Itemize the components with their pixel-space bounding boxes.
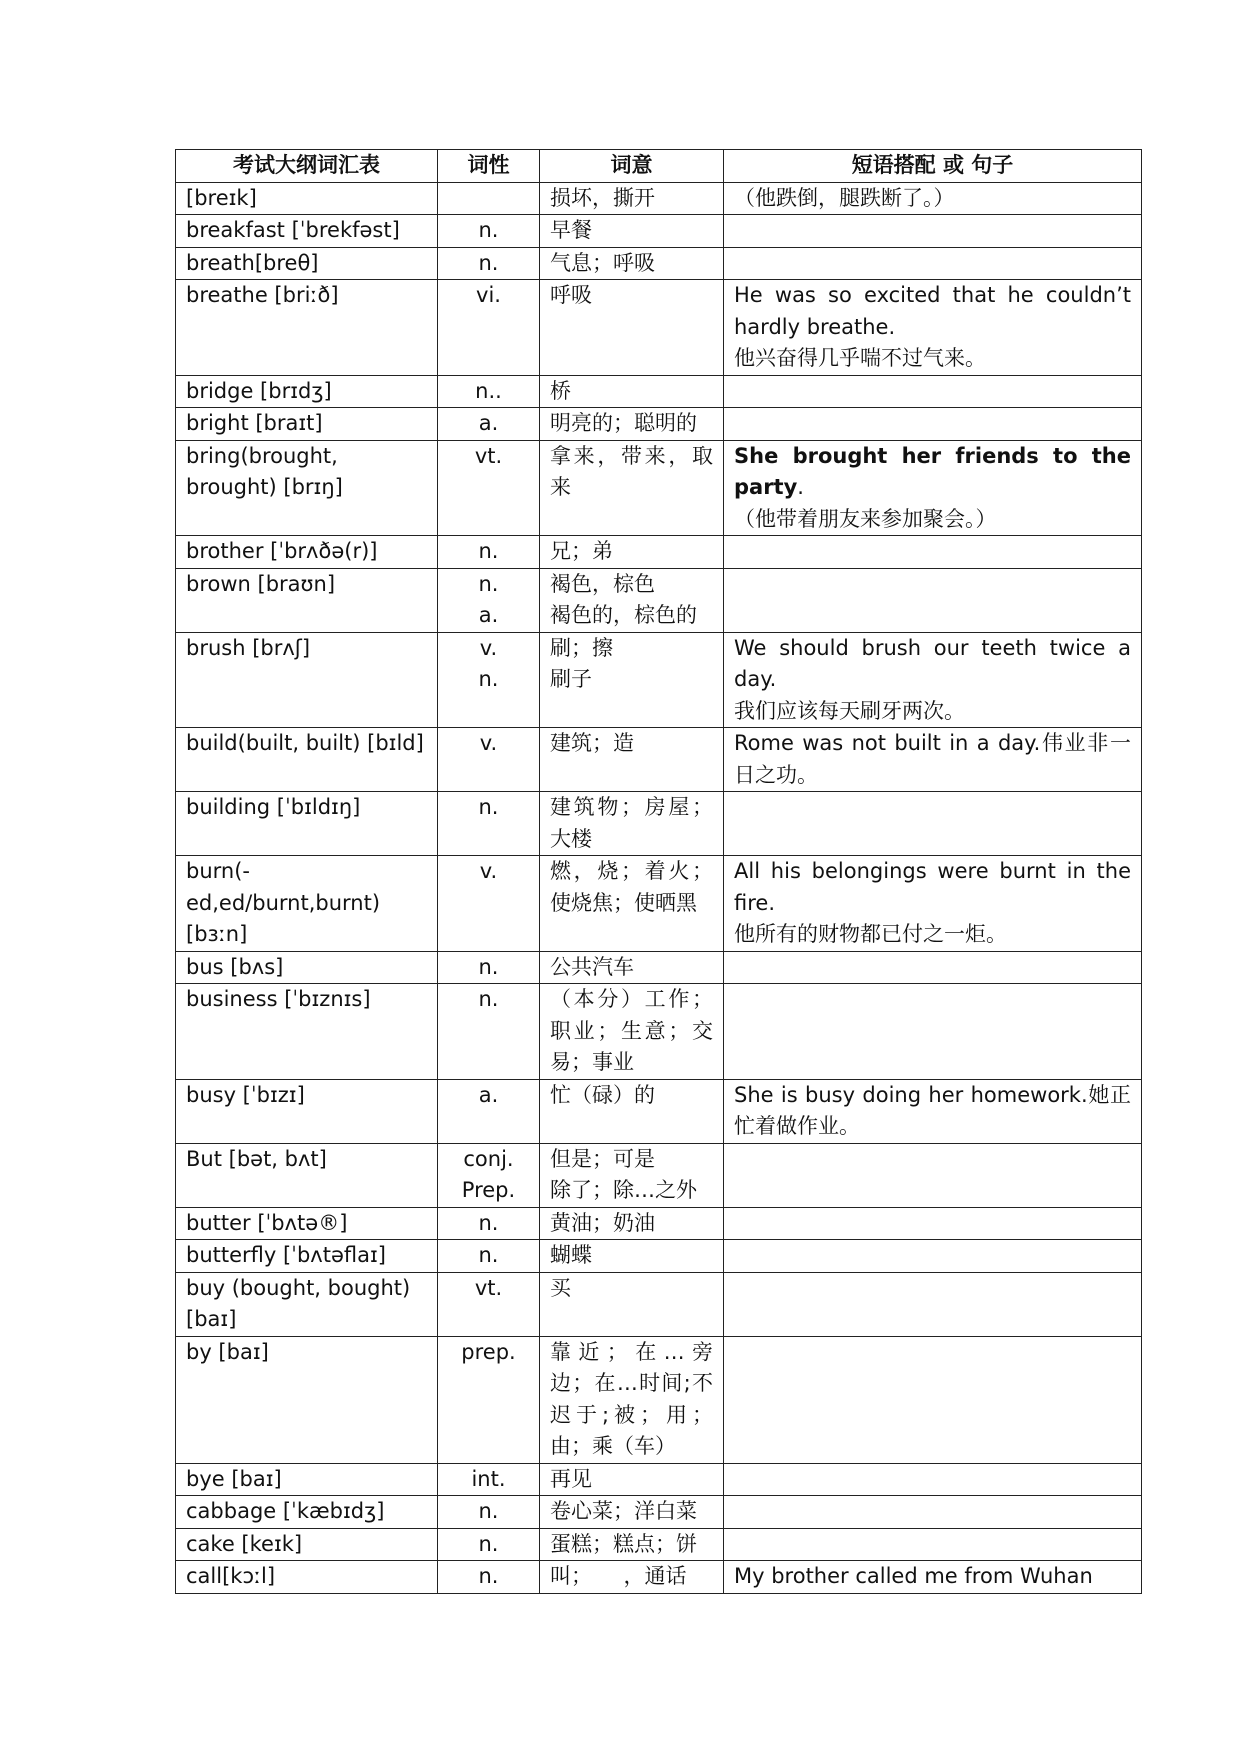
example-cell [724, 951, 1142, 984]
word-cell: bridge [brɪdʒ] [176, 375, 438, 408]
word-cell: bye [baɪ] [176, 1463, 438, 1496]
part-of-speech-cell [438, 792, 540, 856]
meaning-text: 气息；呼吸 [550, 250, 655, 275]
example-cell [724, 1496, 1142, 1529]
meaning-text: 建筑；造 [550, 731, 634, 755]
table-row [176, 182, 1142, 215]
part-of-speech: n. [478, 571, 499, 596]
part-of-speech-cell [438, 247, 540, 280]
word-cell: cabbage [ˈkæbɪdʒ] [176, 1496, 438, 1529]
table-row [176, 408, 1142, 441]
example-cell [724, 984, 1142, 1080]
example-text: He was so excited that he couldn’t hardly breathe. [734, 283, 1131, 339]
meaning-cell [540, 1496, 724, 1529]
meaning-text: 建筑物；房屋；大楼 [550, 795, 713, 851]
meaning-text: 叫； ，通话 [550, 1564, 687, 1588]
meaning-cell [540, 1336, 724, 1463]
word-cell: business [ˈbɪznɪs] [176, 984, 438, 1080]
meaning-cell [540, 536, 724, 569]
part-of-speech: n. [478, 1531, 499, 1556]
word-cell: busy [ˈbɪzɪ] [176, 1079, 438, 1143]
table-row [176, 1143, 1142, 1207]
meaning-text: 刷；擦 [550, 635, 613, 660]
meaning-text: 损坏，撕开 [550, 185, 655, 210]
word-cell: bus [bʌs] [176, 951, 438, 984]
meaning-text: 呼吸 [550, 283, 592, 307]
table-row [176, 1240, 1142, 1273]
table-row [176, 984, 1142, 1080]
word-cell: But [bət, bʌt] [176, 1143, 438, 1207]
word-cell: breathe [briːð] [176, 280, 438, 376]
part-of-speech-cell [438, 280, 540, 376]
part-of-speech: n. [478, 667, 499, 691]
meaning-text: 早餐 [550, 218, 592, 242]
part-of-speech-cell [438, 984, 540, 1080]
part-of-speech-cell [438, 1272, 540, 1336]
meaning-text: （本分）工作；职业；生意；交易；事业 [550, 987, 713, 1074]
meaning-text: 但是；可是 [550, 1146, 655, 1171]
table-header-row [176, 150, 1142, 183]
meaning-text: 除了；除…之外 [550, 1178, 697, 1202]
table-row [176, 440, 1142, 536]
part-of-speech: n. [478, 1499, 499, 1523]
meaning-cell [540, 280, 724, 376]
word-cell: bright [braɪt] [176, 408, 438, 441]
word-cell: brown [braʊn] [176, 568, 438, 632]
meaning-cell [540, 1463, 724, 1496]
example-text: 他兴奋得几乎喘不过气来。 [734, 346, 986, 370]
word-cell: [breɪk] [176, 182, 438, 215]
table-row [176, 215, 1142, 248]
meaning-cell [540, 182, 724, 215]
part-of-speech: n. [478, 1243, 499, 1267]
word-cell: breakfast [ˈbrekfəst] [176, 215, 438, 248]
example-text: She is busy doing her homework.她正忙着做作业。 [734, 1082, 1131, 1138]
meaning-cell [540, 408, 724, 441]
meaning-text: 靠近；在…旁边；在…时间;不迟于;被；用；由；乘（车） [550, 1339, 713, 1458]
table-row [176, 1272, 1142, 1336]
table-row [176, 568, 1142, 632]
part-of-speech-cell [438, 536, 540, 569]
header-meaning: 词意 [540, 150, 724, 183]
meaning-text: 明亮的；聪明的 [550, 411, 697, 435]
table-row [176, 1561, 1142, 1594]
part-of-speech: n. [478, 218, 499, 242]
meaning-cell [540, 951, 724, 984]
table-row [176, 1528, 1142, 1561]
part-of-speech: a. [478, 603, 499, 627]
part-of-speech-cell [438, 1079, 540, 1143]
part-of-speech-cell [438, 1528, 540, 1561]
part-of-speech: n. [478, 954, 499, 979]
part-of-speech-cell [438, 1561, 540, 1594]
header-word: 考试大纲词汇表 [176, 150, 438, 183]
word-cell: brother [ˈbrʌðə(r)] [176, 536, 438, 569]
word-cell: butter [ˈbʌtə®] [176, 1207, 438, 1240]
meaning-text: 再见 [550, 1466, 592, 1491]
example-text: （他带着朋友来参加聚会。） [734, 506, 997, 531]
part-of-speech: prep. [461, 1339, 516, 1364]
word-cell: cake [keɪk] [176, 1528, 438, 1561]
part-of-speech: n. [478, 987, 499, 1011]
meaning-text: 忙（碌）的 [550, 1082, 655, 1107]
example-cell [724, 280, 1142, 376]
word-cell: by [baɪ] [176, 1336, 438, 1463]
meaning-text: 黄油；奶油 [550, 1210, 655, 1235]
example-cell [724, 568, 1142, 632]
word-cell: burn(-ed,ed/burnt,burnt) [bɜːn] [176, 856, 438, 952]
part-of-speech: n. [478, 1564, 499, 1588]
part-of-speech: n. [478, 795, 499, 819]
meaning-text: 褐色，棕色 [550, 571, 655, 596]
example-cell [724, 536, 1142, 569]
part-of-speech-cell [438, 568, 540, 632]
part-of-speech: int. [471, 1466, 506, 1491]
table-row [176, 247, 1142, 280]
table-row [176, 1336, 1142, 1463]
part-of-speech-cell [438, 632, 540, 728]
meaning-text: 桥 [550, 378, 571, 403]
meaning-cell [540, 856, 724, 952]
example-text: We should brush our teeth twice a day. [734, 635, 1131, 691]
meaning-text: 蝴蝶 [550, 1243, 592, 1267]
word-cell: build(built, built) [bɪld] [176, 728, 438, 792]
example-cell [724, 375, 1142, 408]
example-text: （他跌倒，腿跌断了。） [734, 185, 955, 210]
meaning-text: 燃，烧；着火；使烧焦；使晒黑 [550, 859, 713, 915]
word-cell: buy (bought, bought) [baɪ] [176, 1272, 438, 1336]
meaning-cell [540, 568, 724, 632]
table-row [176, 856, 1142, 952]
part-of-speech: n. [478, 250, 499, 275]
part-of-speech: v. [479, 635, 498, 660]
meaning-text: 刷子 [550, 667, 592, 691]
example-cell [724, 1528, 1142, 1561]
example-cell [724, 1561, 1142, 1594]
example-cell [724, 728, 1142, 792]
vocabulary-table [175, 149, 1142, 1594]
meaning-text: 公共汽车 [550, 954, 634, 979]
example-text: My brother called me from Wuhan [734, 1564, 1093, 1588]
table-row [176, 280, 1142, 376]
meaning-cell [540, 1079, 724, 1143]
meaning-cell [540, 632, 724, 728]
header-phrase-or-sentence: 短语搭配 或 句子 [724, 150, 1142, 183]
meaning-cell [540, 1272, 724, 1336]
part-of-speech-cell [438, 1463, 540, 1496]
part-of-speech-cell [438, 728, 540, 792]
part-of-speech: vi. [476, 283, 501, 307]
example-cell [724, 856, 1142, 952]
part-of-speech: n. [478, 1210, 499, 1235]
meaning-cell [540, 728, 724, 792]
meaning-cell [540, 1528, 724, 1561]
part-of-speech: vt. [474, 1275, 503, 1300]
example-cell [724, 408, 1142, 441]
table-row [176, 1079, 1142, 1143]
word-cell: call[kɔːl] [176, 1561, 438, 1594]
example-cell [724, 247, 1142, 280]
example-sentence-bold: She brought her friends to the party [734, 443, 1131, 499]
meaning-cell [540, 984, 724, 1080]
table-row [176, 728, 1142, 792]
part-of-speech-cell [438, 1143, 540, 1207]
part-of-speech: Prep. [461, 1178, 516, 1202]
part-of-speech-cell [438, 1336, 540, 1463]
table-row [176, 1496, 1142, 1529]
table-row [176, 792, 1142, 856]
part-of-speech-cell [438, 1240, 540, 1273]
example-cell [724, 632, 1142, 728]
meaning-cell [540, 1561, 724, 1594]
table-row [176, 375, 1142, 408]
word-cell: butterfly [ˈbʌtəflaɪ] [176, 1240, 438, 1273]
example-text: Rome was not built in a day.伟业非一日之功。 [734, 731, 1131, 787]
word-cell: brush [brʌʃ] [176, 632, 438, 728]
meaning-cell [540, 375, 724, 408]
meaning-cell [540, 440, 724, 536]
example-cell [724, 1336, 1142, 1463]
part-of-speech-cell [438, 440, 540, 536]
meaning-text: 卷心菜；洋白菜 [550, 1499, 697, 1523]
part-of-speech-cell [438, 408, 540, 441]
part-of-speech: v. [479, 859, 498, 883]
part-of-speech: n. [478, 539, 499, 563]
table-row [176, 632, 1142, 728]
header-part-of-speech: 词性 [438, 150, 540, 183]
part-of-speech: vt. [474, 443, 503, 468]
meaning-cell [540, 247, 724, 280]
part-of-speech: n.. [475, 378, 502, 403]
word-cell: breath[breθ] [176, 247, 438, 280]
part-of-speech-cell [438, 215, 540, 248]
word-cell: building [ˈbɪldɪŋ] [176, 792, 438, 856]
meaning-text: 买 [550, 1275, 571, 1300]
part-of-speech: a. [478, 411, 499, 435]
example-cell [724, 1207, 1142, 1240]
example-text: 他所有的财物都已付之一炬。 [734, 922, 1007, 946]
example-sentence [734, 441, 1131, 504]
meaning-cell [540, 1240, 724, 1273]
example-cell [724, 182, 1142, 215]
part-of-speech: conj. [463, 1146, 514, 1171]
table-row [176, 951, 1142, 984]
part-of-speech-cell [438, 1496, 540, 1529]
meaning-cell [540, 1207, 724, 1240]
meaning-cell [540, 792, 724, 856]
table-row [176, 1463, 1142, 1496]
part-of-speech-cell [438, 1207, 540, 1240]
word-cell: bring(brought, brought) [brɪŋ] [176, 440, 438, 536]
meaning-text: 兄；弟 [550, 539, 613, 563]
example-cell [724, 1272, 1142, 1336]
part-of-speech: v. [479, 731, 498, 755]
part-of-speech: a. [478, 1082, 499, 1107]
part-of-speech-cell [438, 951, 540, 984]
part-of-speech-cell [438, 182, 540, 215]
meaning-cell [540, 1143, 724, 1207]
meaning-text: 拿来，带来，取来 [550, 443, 713, 499]
example-cell [724, 1079, 1142, 1143]
table-row [176, 536, 1142, 569]
meaning-cell [540, 215, 724, 248]
example-text: 我们应该每天刷牙两次。 [734, 698, 965, 723]
example-cell [724, 1463, 1142, 1496]
table-row [176, 1207, 1142, 1240]
example-cell [724, 440, 1142, 536]
example-cell [724, 1240, 1142, 1273]
example-cell [724, 1143, 1142, 1207]
meaning-text: 蛋糕；糕点；饼 [550, 1531, 697, 1556]
meaning-text: 褐色的，棕色的 [550, 603, 697, 627]
vocabulary-rows [176, 182, 1142, 1593]
part-of-speech-cell [438, 856, 540, 952]
example-text: All his belongings were burnt in the fire. [734, 859, 1131, 915]
example-cell [724, 215, 1142, 248]
example-sentence-end: . [797, 475, 804, 499]
example-cell [724, 792, 1142, 856]
part-of-speech-cell [438, 375, 540, 408]
